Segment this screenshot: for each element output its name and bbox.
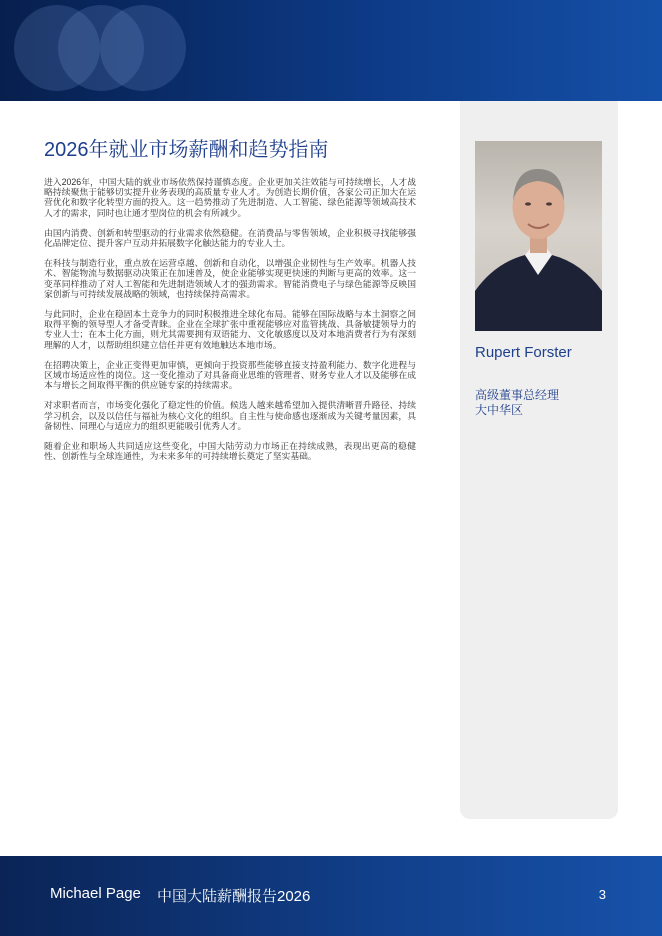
decorative-circle <box>100 5 186 91</box>
paragraph-3: 在科技与制造行业，重点放在运营卓越、创新和自动化，以增强企业韧性与生产效率。机器人技术、智能物流与数据驱动决策正在加速普及，使企业能够实现更快速的判断与更高的效率。这一变革同样推动了对人工智能和先进制造领域人才的强劲需求。智能消费电子与绿色能源等反映国家创新与可持续发展战略的领域，也持续保持高需求。 <box>44 258 416 299</box>
profile-photo <box>475 141 602 331</box>
paragraph-2: 由国内消费、创新和转型驱动的行业需求依然稳健。在消费品与零售领域，企业积极寻找能够强化品牌定位、提升客户互动并拓展数字化触达能力的专业人士。 <box>44 227 416 249</box>
person-region: 大中华区 <box>475 403 524 417</box>
top-banner <box>0 0 662 101</box>
person-name: Rupert Forster <box>475 344 572 361</box>
footer-brand: Michael Page <box>50 885 141 902</box>
main-content <box>44 137 416 471</box>
footer-report-title: 中国大陆薪酬报告2026 <box>157 888 311 905</box>
footer <box>0 856 662 936</box>
page-title: 2026年就业市场薪酬和趋势指南 <box>44 139 329 161</box>
person-portrait-icon <box>475 141 602 331</box>
profile-sidebar <box>460 101 618 819</box>
paragraph-6: 对求职者而言，市场变化强化了稳定性的价值。候选人越来越希望加入提供清晰晋升路径、持续学习机会，以及以信任与福祉为核心文化的组织。自主性与使命感也逐渐成为关键考量因素，具备韧性、同理心与适应力的组织更能吸引优秀人才。 <box>44 400 416 431</box>
paragraph-5: 在招聘决策上，企业正变得更加审慎，更倾向于投资那些能够直接支持盈利能力、数字化进程与区域市场适应性的岗位。这一变化推动了对具备商业思维的管理者、财务专业人才以及能够在成本与增长之间取得平衡的供应链专家的持续需求。 <box>44 359 416 391</box>
paragraph-1: 进入2026年，中国大陆的就业市场依然保持谨慎态度。企业更加关注效能与可持续增长，人才战略持续聚焦于能够切实提升业务表现的高质量专业人才。为创造长期价值，各家公司正加大在运营优化和数字化转型方面的投入。这一趋势推动了先进制造、人工智能、绿色能源等领域高技术人才的需求，同时也让通才型岗位的机会有所减少。 <box>44 177 416 218</box>
page-number: 3 <box>598 887 606 902</box>
person-title: 高级董事总经理 <box>475 388 560 402</box>
paragraph-7: 随着企业和职场人共同适应这些变化，中国大陆劳动力市场正在持续成熟，表现出更高的稳健性、创新性与全球连通性，为未来多年的可持续增长奠定了坚实基础。 <box>44 441 416 462</box>
paragraph-4: 与此同时，企业在稳固本土竞争力的同时积极推进全球化布局。能够在国际战略与本土洞察之间取得平衡的领导型人才备受青睐。企业在全球扩张中重视能够应对监管挑战、具备敏捷领导力的专业人士；在本土化方面，则尤其需要拥有双语能力、文化敏感度以及对本地消费者行为有深刻理解的人才，以帮助组织建立信任并更有效地触达本地市场。 <box>44 309 416 350</box>
